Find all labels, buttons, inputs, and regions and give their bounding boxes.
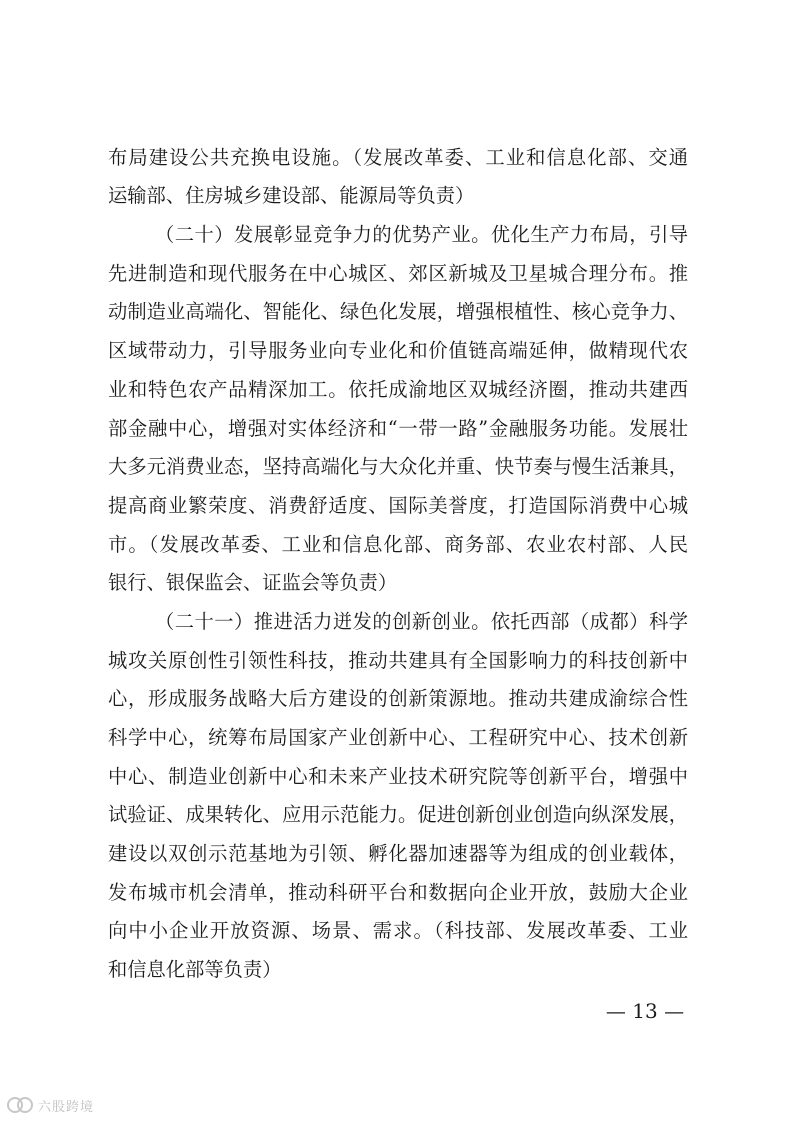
section-20-heading-line: （二十）发展彰显竞争力的优势产业。优化生产力布局，引导 bbox=[155, 223, 688, 246]
watermark bbox=[6, 1092, 94, 1118]
watermark-text: 六股跨境 bbox=[38, 1099, 95, 1115]
watermark-logo-icon bbox=[6, 1095, 34, 1115]
text-line-22: 和信息化部等负责） bbox=[108, 958, 282, 981]
text-line-1: 布局建设公共充换电设施。（发展改革委、工业和信息化部、交通 bbox=[108, 146, 688, 169]
text-line-16: 科学中心，统筹布局国家产业创新中心、工程研究中心、技术创新 bbox=[108, 726, 688, 749]
text-line-15: 心，形成服务战略大后方建设的创新策源地。推动共建成渝综合性 bbox=[108, 687, 688, 710]
text-line-19: 建设以双创示范基地为引领、孵化器加速器等为组成的创业载体， bbox=[108, 842, 688, 865]
text-line-4: 先进制造和现代服务在中心城区、郊区新城及卫星城合理分布。推 bbox=[108, 262, 688, 285]
text-line-7: 业和特色农产品精深加工。依托成渝地区双城经济圈，推动共建西 bbox=[108, 378, 688, 401]
text-line-12: 银行、银保监会、证监会等负责） bbox=[108, 571, 398, 594]
text-line-14: 城攻关原创性引领性科技，推动共建具有全国影响力的科技创新中 bbox=[108, 649, 688, 672]
text-line-11: 市。（发展改革委、工业和信息化部、商务部、农业农村部、人民 bbox=[108, 533, 688, 556]
text-line-18: 试验证、成果转化、应用示范能力。促进创新创业创造向纵深发展， bbox=[108, 803, 688, 826]
section-21-heading-line: （二十一）推进活力迸发的创新创业。依托西部（成都）科学 bbox=[155, 610, 688, 633]
text-line-2: 运输部、住房城乡建设部、能源局等负责） bbox=[108, 184, 475, 207]
text-line-20: 发布城市机会清单，推动科研平台和数据向企业开放，鼓励大企业 bbox=[108, 881, 688, 904]
text-line-10: 提高商业繁荣度、消费舒适度、国际美誉度，打造国际消费中心城 bbox=[108, 494, 688, 517]
text-line-5: 动制造业高端化、智能化、绿色化发展，增强根植性、核心竞争力、 bbox=[108, 300, 688, 323]
page-number: — 13 — bbox=[605, 999, 685, 1023]
text-line-8: 部金融中心，增强对实体经济和“一带一路”金融服务功能。发展壮 bbox=[108, 417, 688, 440]
text-line-6: 区域带动力，引导服务业向专业化和价值链高端延伸，做精现代农 bbox=[108, 339, 688, 362]
text-line-17: 中心、制造业创新中心和未来产业技术研究院等创新平台，增强中 bbox=[108, 765, 688, 788]
text-line-9: 大多元消费业态，坚持高端化与大众化并重、快节奏与慢生活兼具， bbox=[108, 455, 688, 478]
text-line-21: 向中小企业开放资源、场景、需求。（科技部、发展改革委、工业 bbox=[108, 919, 688, 942]
